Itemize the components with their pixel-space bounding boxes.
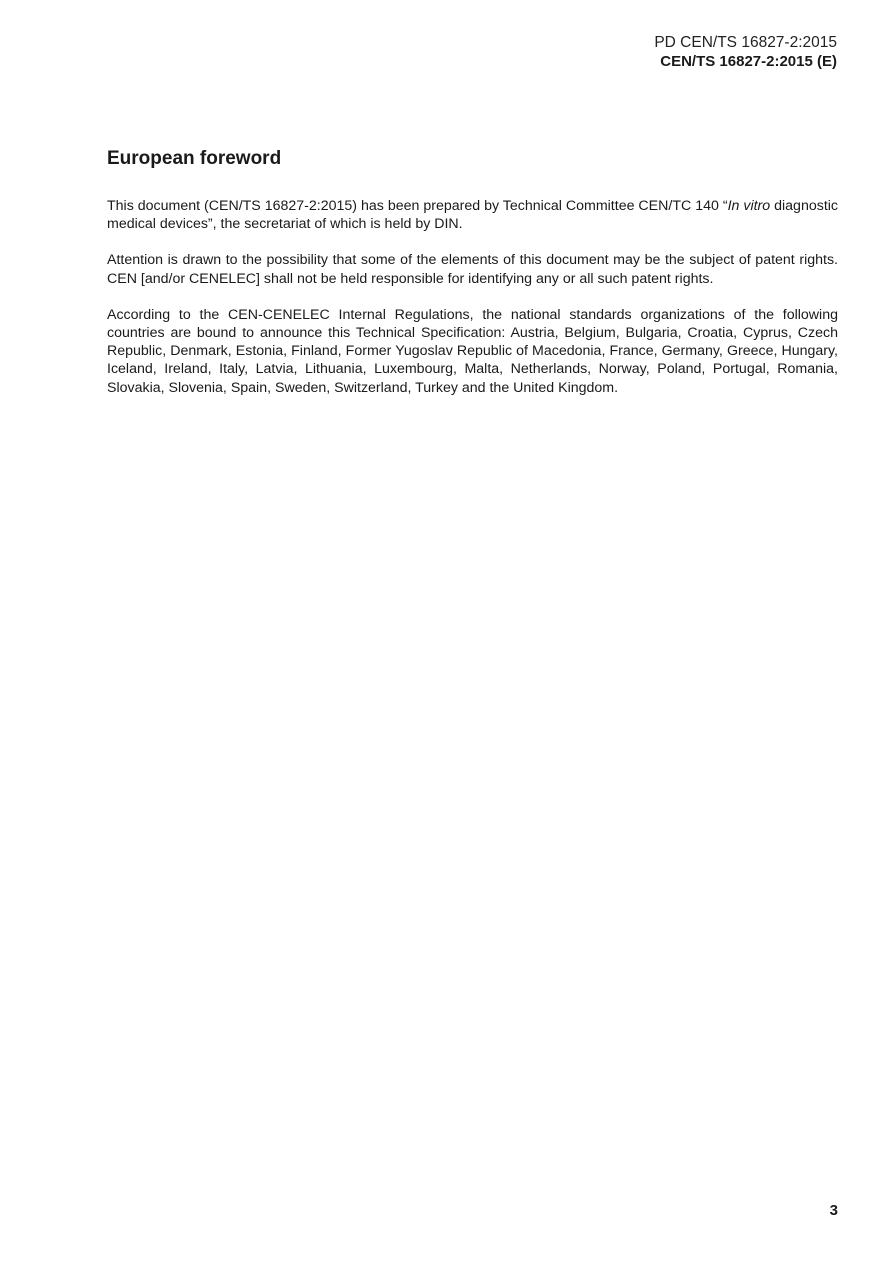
page-number: 3 [829,1202,838,1219]
paragraph-1-text-start: This document (CEN/TS 16827-2:2015) has been prepared by Technical Committee CEN/TC 140 “ [107,198,728,214]
paragraph-1-italic-term: In vitro [727,198,771,214]
standard-reference: CEN/TS 16827-2:2015 (E) [660,53,837,70]
section-title: European foreword [107,148,282,169]
paragraph-1-text-end: diagnostic medical devices”, the secretariat of which is held by DIN. [107,198,839,233]
pd-reference: PD CEN/TS 16827-2:2015 [654,34,837,51]
page-header [654,33,837,71]
document-body [107,146,838,415]
foreword-paragraph-3: According to the CEN-CENELEC Internal Regulations, the national standards organizations of the following countries are bound to announce this Technical Specification: Austria, Belgium, Bulgaria, Croatia, Cyprus, Czech Republic, Denmark, Estonia, Finland, Former Yugoslav Republic of Macedonia, France, Germany, Greece, Hungary, Iceland, Ireland, Italy, Latvia, Lithuania, Luxembourg, Malta, Netherlands, Norway, Poland, Portugal, Romania, Slovakia, Slovenia, Spain, Sweden, Switzerland, Turkey and the United Kingdom. [107,306,838,396]
foreword-paragraph-2: Attention is drawn to the possibility that some of the elements of this document may be the subject of patent rights. CEN [and/or CENELEC] shall not be held responsible for identifying any or all such patent rights. [107,252,838,287]
foreword-paragraph-1 [107,197,838,233]
